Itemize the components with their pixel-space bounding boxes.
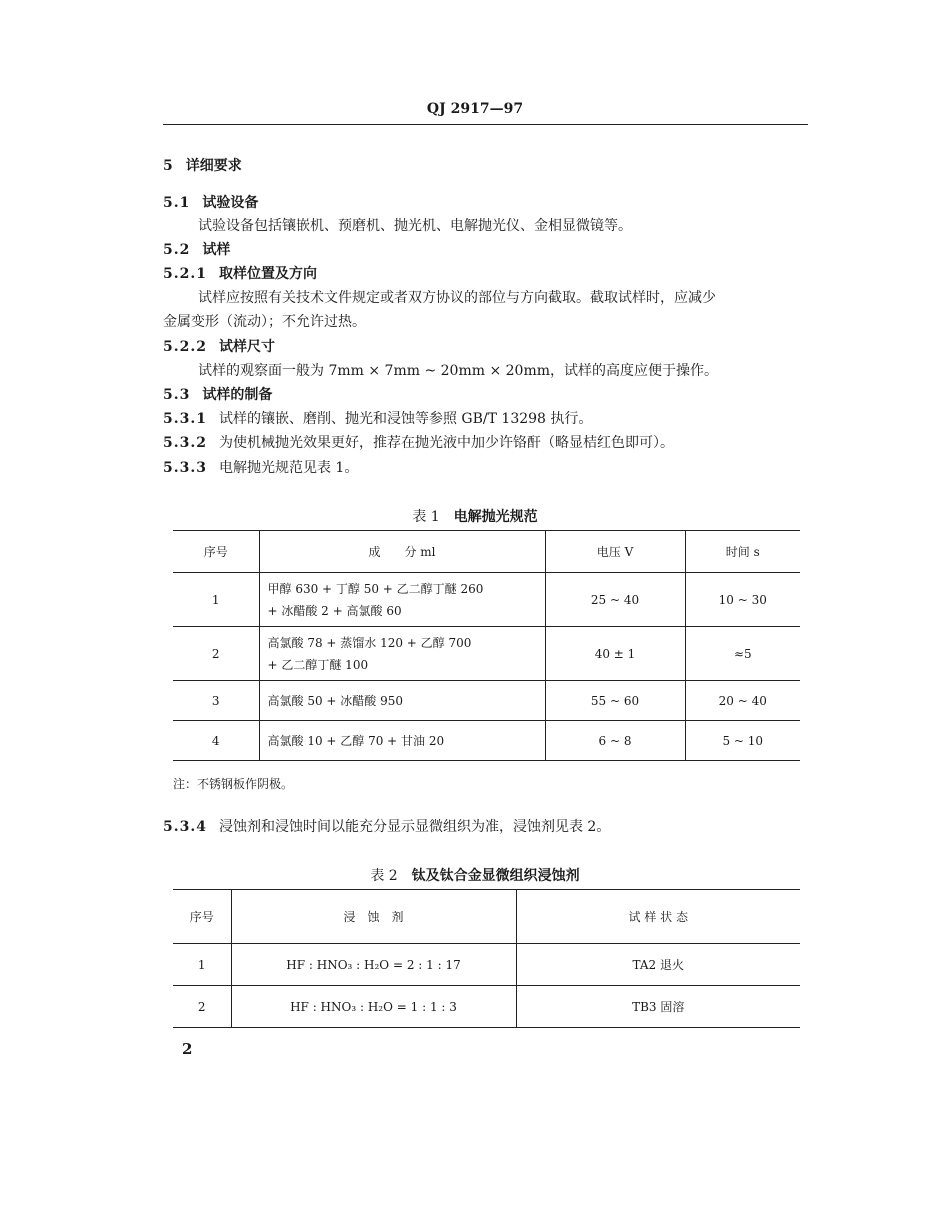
section-5-2-1-body-line1: 试样应按照有关技术文件规定或者双方协议的部位与方向截取。截取试样时，应减少 — [198, 290, 716, 306]
section-5-3-1 — [163, 409, 592, 429]
cell-time: 10 ~ 30 — [685, 573, 800, 627]
electrolytic-polishing-table — [173, 530, 800, 761]
section-number: 5.3.2 — [163, 435, 207, 451]
table-header-row — [173, 890, 800, 944]
section-body: 为使机械抛光效果更好，推荐在抛光液中加少许铬酐（略显桔红色即可）。 — [218, 435, 674, 451]
section-title: 试样 — [202, 242, 231, 258]
col-header-etchant: 浸 蚀 剂 — [231, 890, 516, 944]
cell-composition — [259, 573, 545, 627]
cell-composition: 高氯酸 10 + 乙醇 70 + 甘油 20 — [259, 721, 545, 761]
section-number: 5 — [163, 158, 174, 174]
etchant-table — [173, 889, 800, 1028]
cell-etchant: HF : HNO₃ : H₂O = 1 : 1 : 3 — [231, 986, 516, 1028]
table-header-row — [173, 531, 800, 573]
section-number: 5.3 — [163, 387, 191, 403]
cell-no: 3 — [173, 681, 259, 721]
section-5-2-2-body: 试样的观察面一般为 7mm × 7mm ~ 20mm × 20mm，试样的高度应便于操作。 — [198, 363, 718, 379]
table-caption-title: 钛及钛合金显微组织浸蚀剂 — [411, 868, 580, 884]
section-number: 5.2 — [163, 242, 191, 258]
cell-time: 20 ~ 40 — [685, 681, 800, 721]
table-row — [173, 681, 800, 721]
col-header-no: 序号 — [173, 531, 259, 573]
table-caption-number: 表 2 — [370, 868, 398, 884]
cell-composition — [259, 627, 545, 681]
section-title: 试验设备 — [202, 195, 259, 211]
section-body: 试样的镶嵌、磨削、抛光和浸蚀等参照 GB/T 13298 执行。 — [218, 411, 593, 427]
table-row — [173, 986, 800, 1028]
section-title: 试样的制备 — [202, 387, 273, 403]
section-body: 电解抛光规范见表 1。 — [218, 460, 359, 476]
cell-no: 2 — [173, 627, 259, 681]
section-number: 5.3.1 — [163, 411, 207, 427]
section-5-1-heading — [163, 193, 258, 213]
section-5-3-heading — [163, 385, 272, 405]
composition-line: + 乙二醇丁醚 100 — [267, 657, 369, 672]
table1-caption — [0, 506, 950, 526]
document-header: QJ 2917—97 — [426, 101, 524, 117]
composition-line: 高氯酸 78 + 蒸馏水 120 + 乙醇 700 — [267, 635, 472, 650]
section-5-heading — [163, 156, 242, 176]
section-5-3-3 — [163, 458, 358, 478]
cell-time: ≈5 — [685, 627, 800, 681]
table-row — [173, 627, 800, 681]
composition-line: + 冰醋酸 2 + 高氯酸 60 — [267, 603, 402, 618]
section-5-3-2 — [163, 433, 674, 453]
cell-composition: 高氯酸 50 + 冰醋酸 950 — [259, 681, 545, 721]
table-caption-number: 表 1 — [412, 509, 440, 525]
section-number: 5.2.1 — [163, 266, 207, 282]
table1-note: 注：不锈钢板作阴极。 — [173, 777, 294, 791]
table-row — [173, 944, 800, 986]
section-number: 5.3.4 — [163, 819, 207, 835]
section-5-2-heading — [163, 240, 230, 260]
cell-no: 4 — [173, 721, 259, 761]
header-rule — [163, 124, 808, 125]
table-row — [173, 721, 800, 761]
col-header-time: 时间 s — [685, 531, 800, 573]
cell-voltage: 6 ~ 8 — [545, 721, 685, 761]
col-header-voltage: 电压 V — [545, 531, 685, 573]
section-number: 5.2.2 — [163, 339, 207, 355]
cell-no: 1 — [173, 573, 259, 627]
table-row — [173, 573, 800, 627]
cell-no: 2 — [173, 986, 231, 1028]
cell-time: 5 ~ 10 — [685, 721, 800, 761]
col-header-no: 序号 — [173, 890, 231, 944]
col-header-composition: 成 分 ml — [259, 531, 545, 573]
table2-caption — [0, 865, 950, 885]
section-number: 5.3.3 — [163, 460, 207, 476]
section-5-2-1-heading — [163, 264, 317, 284]
section-title: 取样位置及方向 — [218, 266, 317, 282]
section-body: 浸蚀剂和浸蚀时间以能充分显示显微组织为准，浸蚀剂见表 2。 — [218, 819, 611, 835]
section-5-3-4 — [163, 817, 610, 837]
section-5-2-2-heading — [163, 337, 275, 357]
section-title: 试样尺寸 — [218, 339, 275, 355]
cell-etchant: HF : HNO₃ : H₂O = 2 : 1 : 17 — [231, 944, 516, 986]
section-title: 详细要求 — [185, 158, 242, 174]
cell-voltage: 40 ± 1 — [545, 627, 685, 681]
cell-sample-state: TB3 固溶 — [516, 986, 800, 1028]
table-caption-title: 电解抛光规范 — [453, 509, 538, 525]
page-number: 2 — [182, 1040, 193, 1058]
section-number: 5.1 — [163, 195, 191, 211]
cell-no: 1 — [173, 944, 231, 986]
cell-voltage: 55 ~ 60 — [545, 681, 685, 721]
col-header-sample-state: 试 样 状 态 — [516, 890, 800, 944]
section-5-2-1-body-line2: 金属变形（流动）；不允许过热。 — [163, 314, 366, 330]
cell-sample-state: TA2 退火 — [516, 944, 800, 986]
cell-voltage: 25 ~ 40 — [545, 573, 685, 627]
section-5-1-body: 试验设备包括镶嵌机、预磨机、抛光机、电解抛光仪、金相显微镜等。 — [198, 218, 632, 234]
composition-line: 甲醇 630 + 丁醇 50 + 乙二醇丁醚 260 — [267, 581, 484, 596]
